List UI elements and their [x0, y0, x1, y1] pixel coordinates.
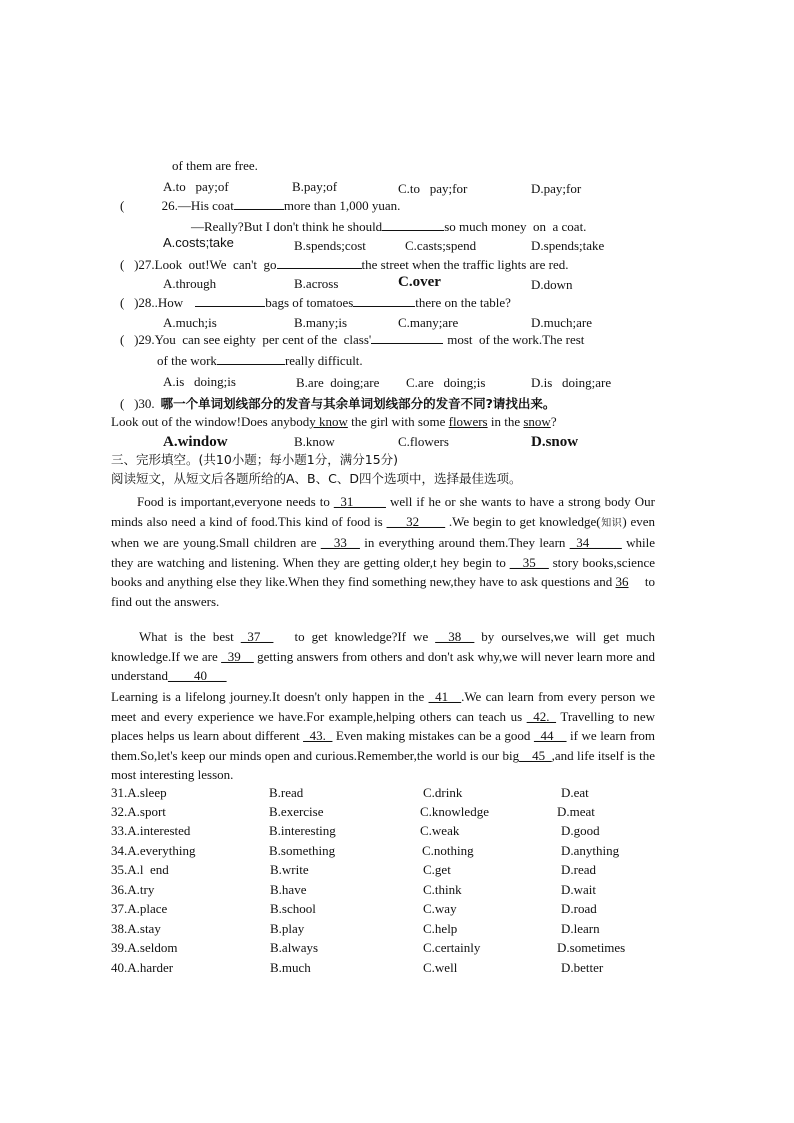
q30-underlined-know: y know — [309, 414, 348, 429]
cloze-option-38-d: D.learn — [561, 921, 600, 936]
blank-39: _39__ — [221, 648, 254, 664]
passage-text: Even making mistakes can be a good — [332, 728, 534, 743]
q25-option-a: A.to pay;of — [163, 179, 229, 194]
passage-text: .We can learn from every person we meet and every experience we have.For example,helping others can teach us — [111, 689, 655, 724]
q25-option-b: B.pay;of — [292, 179, 338, 194]
q27-text-pre: Look out!We can't go — [154, 257, 277, 272]
cloze-option-32-b: B.exercise — [269, 804, 324, 819]
q26-text-pre: —His coat — [177, 198, 234, 213]
blank-33: __33__ — [320, 535, 360, 550]
q30-option-b: B.know — [294, 434, 335, 449]
cloze-option-34-a: 34.A.everything — [111, 843, 196, 858]
q28-text-post: there on the table? — [415, 295, 511, 310]
q26-stem — [120, 197, 400, 215]
q28-blank-2 — [353, 294, 415, 307]
q30-underlined-flowers: flowers — [448, 414, 488, 429]
blank-37: _37__ — [240, 629, 274, 644]
passage-text: Food is important,everyone needs to — [137, 494, 334, 509]
q30-instruction: 哪一个单词划线部分的发音与其余单词划线部分的发音不同?请找出来。 — [160, 396, 556, 411]
q30-sentence — [111, 413, 557, 431]
cloze-option-35-b: B.write — [270, 862, 309, 877]
passage-text: in everything around them.They learn — [359, 535, 570, 550]
q29-option-c: C.are doing;is — [406, 375, 486, 390]
q30-option-c: C.flowers — [398, 434, 449, 449]
q27-option-a: A.through — [163, 276, 217, 291]
cloze-option-31-a: 31.A.sleep — [111, 785, 167, 800]
q28-option-d: D.much;are — [531, 315, 593, 330]
q25-continuation: of them are free. — [172, 158, 258, 173]
cloze-option-40-d: D.better — [561, 960, 604, 975]
cloze-option-34-d: D.anything — [561, 843, 620, 858]
q29-blank-1 — [371, 331, 443, 344]
cloze-option-35-a: 35.A.l end — [111, 862, 169, 877]
q27-stem — [120, 256, 569, 274]
q26-option-d: D.spends;take — [531, 238, 605, 253]
cloze-option-38-b: B.play — [270, 921, 305, 936]
cloze-option-34-c: C.nothing — [422, 843, 474, 858]
cloze-option-34-b: B.something — [269, 843, 336, 858]
passage-text: .We begin to get knowledge( — [445, 513, 601, 529]
q29-stem — [120, 331, 584, 349]
q29-option-b: B.are doing;are — [296, 375, 380, 390]
q26-blank-2 — [382, 218, 444, 231]
q28-text-mid: bags of tomatoes — [265, 295, 354, 310]
q30-paren: ( )30. — [120, 396, 155, 411]
q26-blank-1 — [234, 197, 284, 210]
blank-35: __35__ — [509, 554, 549, 570]
q30-sentence-part: ? — [550, 414, 557, 429]
cloze-option-35-c: C.get — [423, 862, 451, 877]
q30-option-a: A.window — [163, 434, 228, 450]
blank-31: _31_____ — [333, 494, 386, 509]
passage-text: story books,science books and anything else they like.When they find something new,they have to ask questions and — [111, 554, 655, 589]
q28-paren: ( )28..How — [120, 295, 184, 310]
q29-line2-pre: of the work — [157, 353, 217, 368]
passage-text: Learning is a lifelong journey.It doesn't only happen in the — [111, 689, 429, 704]
q25-option-c: C.to pay;for — [398, 181, 468, 196]
cloze-option-31-b: B.read — [269, 785, 304, 800]
q27-paren: ( )27. — [120, 257, 155, 272]
passage-text: Travelling to new places helps us learn about different — [111, 708, 655, 743]
blank-43: _43._ — [303, 728, 333, 743]
cloze-option-40-a: 40.A.harder — [111, 960, 174, 975]
q28-option-a: A.much;is — [163, 315, 217, 330]
cloze-option-33-b: B.interesting — [269, 823, 336, 838]
q27-option-c: C.over — [398, 274, 441, 290]
cloze-option-39-d: D.sometimes — [557, 940, 626, 955]
q28-blank-1 — [195, 294, 265, 307]
cloze-option-39-b: B.always — [270, 940, 319, 955]
cloze-option-33-c: C.weak — [420, 823, 460, 838]
q27-blank — [277, 256, 362, 269]
q26-paren: ( — [120, 198, 125, 213]
cloze-option-32-c: C.knowledge — [420, 804, 489, 819]
cloze-option-37-b: B.school — [270, 901, 316, 916]
cloze-option-38-a: 38.A.stay — [111, 921, 161, 936]
passage-text: well if he or she wants to have a strong body Our minds also need a kind of food.This kind of food is — [111, 494, 655, 529]
q29-option-a: A.is doing;is — [163, 374, 236, 389]
q29-line2-post: really difficult. — [284, 353, 363, 368]
section-3-instruction: 阅读短文，从短文后各题所给的A、B、C、D四个选项中，选择最佳选项。 — [111, 471, 522, 486]
cloze-option-33-a: 33.A.interested — [111, 823, 191, 838]
blank-41: _41__ — [428, 689, 462, 704]
q27-option-d: D.down — [531, 277, 573, 292]
blank-32: ___32____ — [386, 513, 446, 529]
q26-number: 26. — [161, 198, 178, 213]
passage-text: if we learn from them.So,let's keep our minds open and curious.Remember,the world is our big — [111, 728, 655, 763]
passage-text: by ourselves,we will get much knowledge.If we are — [111, 629, 655, 664]
section-3-title: 三、完形填空。(共10小题；每小题1分，满分15分) — [111, 452, 399, 467]
passage-text: What is the best — [139, 629, 241, 644]
cloze-option-36-d: D.wait — [561, 882, 597, 897]
q26-line2-pre: —Really?But I don't think he should — [191, 219, 383, 234]
blank-44: _44__ — [533, 728, 567, 743]
q25-option-d: D.pay;for — [531, 181, 582, 196]
cloze-option-37-d: D.road — [561, 901, 597, 916]
passage-paragraph-2 — [111, 627, 655, 686]
cloze-option-36-a: 36.A.try — [111, 882, 155, 897]
passage-text: ,and life itself is the most interesting lesson. — [111, 747, 655, 782]
q29-option-d: D.is doing;are — [531, 375, 612, 390]
q26-option-b: B.spends;cost — [294, 238, 366, 253]
q26-option-c: C.casts;spend — [405, 238, 477, 253]
blank-38: __38__ — [435, 629, 475, 644]
q27-option-b: B.across — [294, 276, 339, 291]
q29-text-post: most of the work.The rest — [447, 332, 585, 347]
q29-paren: ( )29. — [120, 332, 155, 347]
q26-option-a: A.costs;take — [163, 235, 234, 250]
q26-line2-post: so much money on a coat. — [444, 219, 587, 234]
cloze-option-33-d: D.good — [561, 823, 600, 838]
passage-paragraph-3 — [111, 687, 655, 785]
cloze-option-32-d: D.meat — [557, 804, 595, 819]
q26-line2 — [191, 218, 586, 236]
cloze-option-36-c: C.think — [423, 882, 462, 897]
q30-sentence-part: the girl with some — [347, 414, 449, 429]
q29-blank-2 — [217, 352, 285, 365]
q26-text-post: more than 1,000 yuan. — [283, 198, 401, 213]
blank-42: _42._ — [526, 708, 556, 724]
passage-text: getting answers from others and don't ask why,we will never learn more and understand — [111, 648, 655, 683]
q28-option-c: C.many;are — [398, 315, 459, 330]
q30-sentence-part: in the — [487, 414, 524, 429]
blank-34: _34_____ — [569, 535, 622, 550]
q28-option-b: B.many;is — [294, 315, 348, 330]
cloze-option-36-b: B.have — [270, 882, 307, 897]
q30-sentence-part: Look out of the window!Does anybod — [111, 414, 310, 429]
passage-text: to find out the answers. — [111, 574, 655, 609]
passage-chinese-gloss: 知识 — [600, 517, 623, 529]
passage-text: while they are watching and listening. When they are getting older,t hey begin to — [111, 535, 655, 570]
blank-45: __45_ — [519, 747, 552, 763]
blank-36: 36 — [615, 574, 629, 589]
q27-text-post: the street when the traffic lights are red. — [361, 257, 569, 272]
passage-paragraph-1 — [111, 492, 655, 611]
q30-stem — [120, 395, 555, 413]
cloze-option-35-d: D.read — [561, 862, 597, 877]
cloze-option-37-a: 37.A.place — [111, 901, 168, 916]
cloze-option-32-a: 32.A.sport — [111, 804, 166, 819]
cloze-option-31-c: C.drink — [423, 785, 463, 800]
cloze-option-31-d: D.eat — [561, 785, 589, 800]
passage-text: to get knowledge?If we — [273, 629, 436, 644]
q29-text-pre: You can see eighty per cent of the class' — [154, 332, 372, 347]
q30-option-d: D.snow — [531, 434, 579, 450]
cloze-option-40-b: B.much — [270, 960, 311, 975]
q28-stem — [120, 294, 511, 312]
cloze-option-37-c: C.way — [423, 901, 457, 916]
cloze-option-39-c: C.certainly — [423, 940, 481, 955]
cloze-option-39-a: 39.A.seldom — [111, 940, 178, 955]
cloze-option-40-c: C.well — [423, 960, 458, 975]
q29-line2 — [157, 352, 363, 370]
blank-40: ____40___ — [168, 668, 227, 683]
q30-underlined-snow: snow — [523, 414, 551, 429]
passage-text: ) even when we are young.Small children are — [111, 513, 656, 550]
cloze-option-38-c: C.help — [423, 921, 458, 936]
